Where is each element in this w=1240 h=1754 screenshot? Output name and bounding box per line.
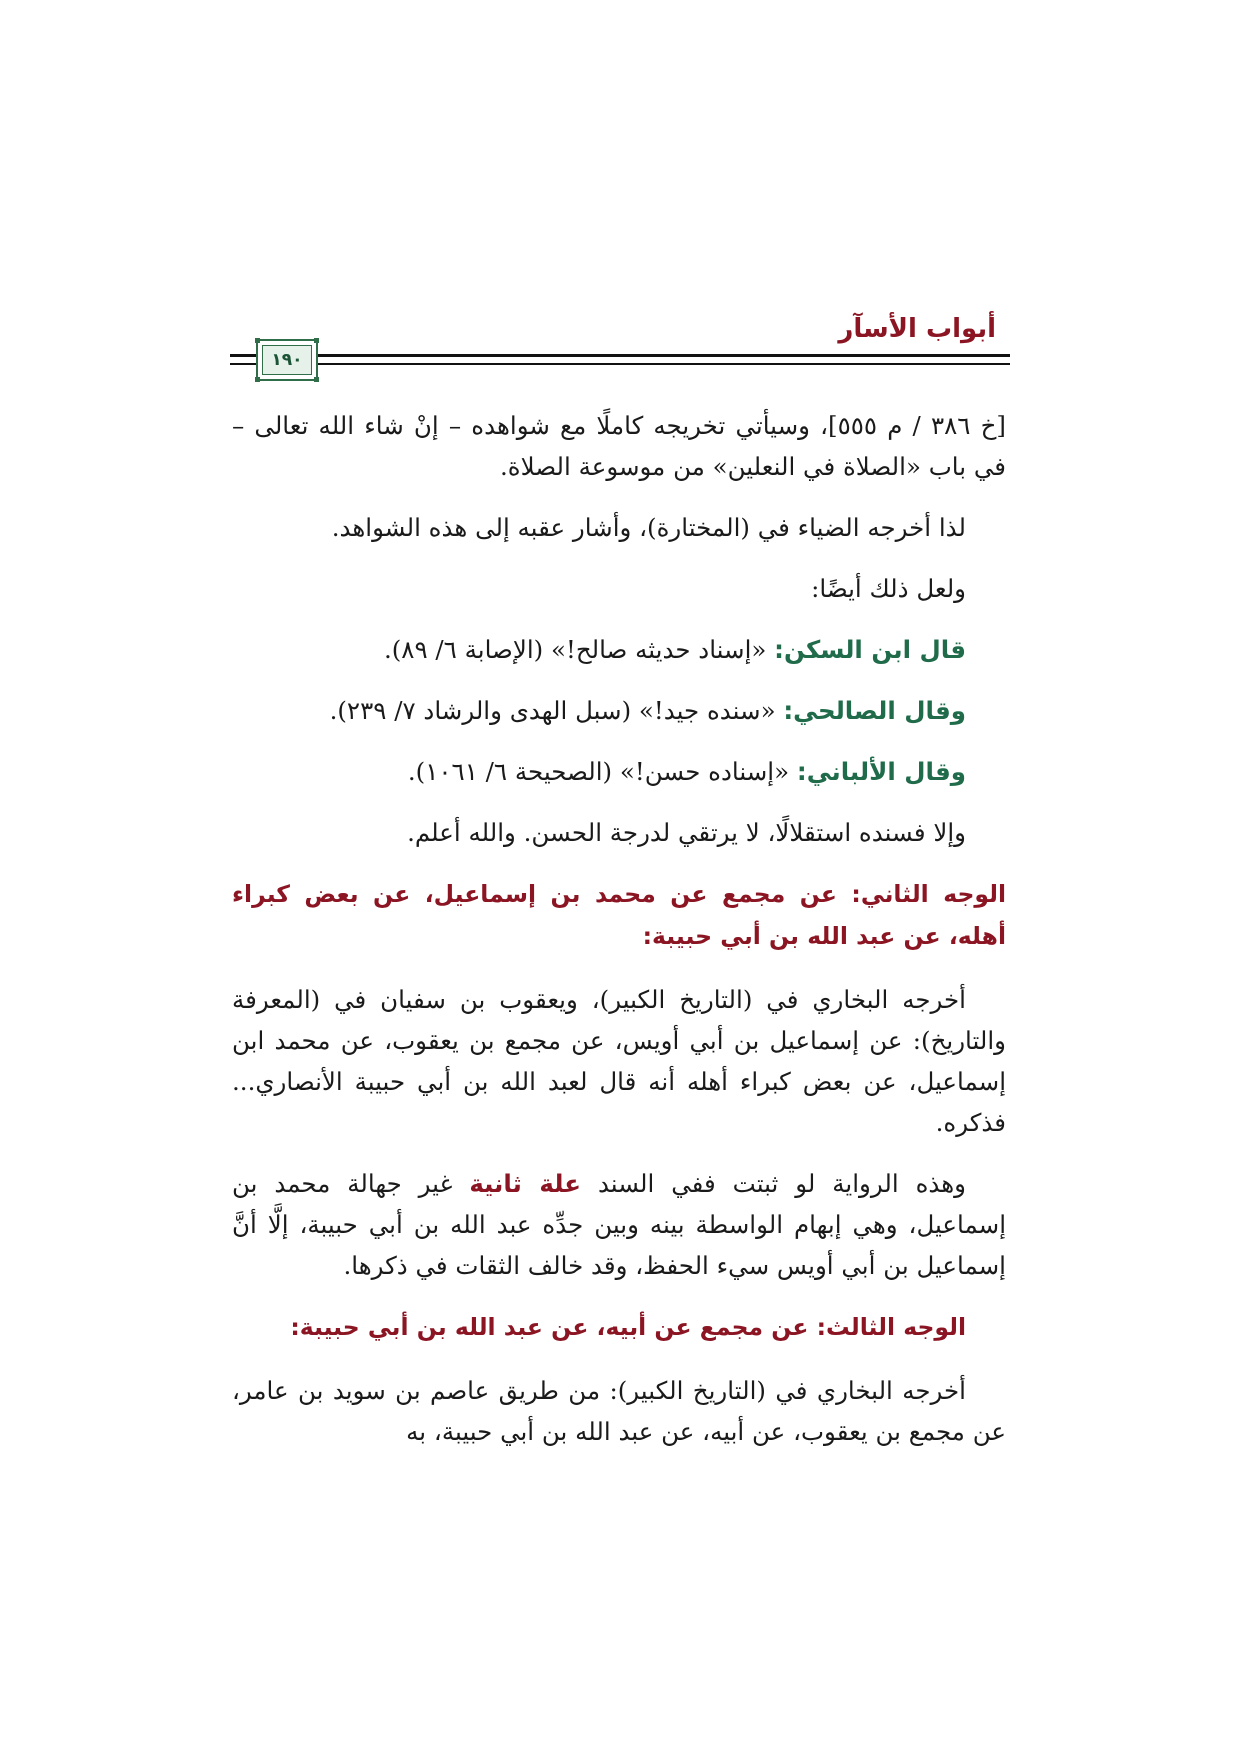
quote-albani (232, 751, 1006, 792)
quote-text: «إسناده حسن!» (الصحيحة ٦/ ١٠٦١). (407, 757, 797, 786)
quote-label: وقال الألباني: (796, 757, 966, 786)
paragraph-diya: لذا أخرجه الضياء في (المختارة)، وأشار عقبه إلى هذه الشواهد. (331, 513, 966, 542)
header-rule-thin (230, 363, 1010, 365)
text-span: وهذه الرواية لو ثبتت ففي السند (581, 1169, 967, 1198)
ornament-corner (255, 338, 260, 343)
heading-second-aspect: الوجه الثاني: عن مجمع عن محمد بن إسماعيل، عن بعض كبراء أهله، عن عبد الله بن أبي حبيبة: (232, 880, 1006, 950)
page-number: ١٩٠ (271, 350, 303, 370)
heading-third-aspect: الوجه الثالث: عن مجمع عن أبيه، عن عبد الله بن أبي حبيبة: (290, 1313, 966, 1341)
paragraph-conclusion: وإلا فسنده استقلالًا، لا يرتقي لدرجة الحسن. والله أعلم. (407, 818, 966, 847)
page-number-box (256, 339, 318, 381)
page-header (230, 308, 1010, 390)
ornament-corner (314, 377, 319, 382)
quote-label: قال ابن السكن: (774, 635, 966, 664)
quote-ibn-sakan (232, 629, 1006, 670)
emphasis-second-defect: علة ثانية (469, 1169, 582, 1198)
quote-label: وقال الصالحي: (783, 696, 966, 725)
quote-text: «سنده جيد!» (سبل الهدى والرشاد ٧/ ٢٣٩). (329, 696, 784, 725)
ornament-corner (255, 377, 260, 382)
paragraph-intro: ولعل ذلك أيضًا: (811, 574, 966, 603)
paragraph-bukhari-2: أخرجه البخاري في (التاريخ الكبير): من طريق عاصم بن سويد بن عامر، عن مجمع بن يعقوب، عن أبيه، عن عبد الله بن أبي حبيبة، به (232, 1376, 1006, 1446)
running-title: أبواب الأسآر (838, 314, 996, 344)
paragraph-second-defect (232, 1163, 1006, 1286)
ornament-corner (314, 338, 319, 343)
quote-text: «إسناد حديثه صالح!» (الإصابة ٦/ ٨٩). (383, 635, 775, 664)
page-body (232, 405, 1006, 1472)
paragraph-bukhari-1: أخرجه البخاري في (التاريخ الكبير)، ويعقوب بن سفيان في (المعرفة والتاريخ): عن إسماعيل بن أبي أويس، عن مجمع بن يعقوب، عن محمد ابن إسماعيل، عن بعض كبراء أهله أنه قال لعبد الله بن أبي حبيبة الأنصاري... فذكره. (232, 985, 1006, 1137)
text-span: غير جهالة محمد بن إسماعيل، وهي إبهام الواسطة بينه وبين جدِّه عبد الله بن أبي حبيبة، إلَّا أنَّ إسماعيل بن أبي أويس سيء الحفظ، وقد خالف الثقات في ذكرها. (232, 1169, 1006, 1280)
paragraph-citation: [خ ٣٨٦ / م ٥٥٥]، وسيأتي تخريجه كاملًا مع شواهده – إنْ شاء الله تعالى – في باب «الصلاة في النعلين» من موسوعة الصلاة. (232, 411, 1006, 481)
quote-salihi (232, 690, 1006, 731)
page-number-frame (262, 345, 312, 375)
header-rule-thick (230, 354, 1010, 357)
